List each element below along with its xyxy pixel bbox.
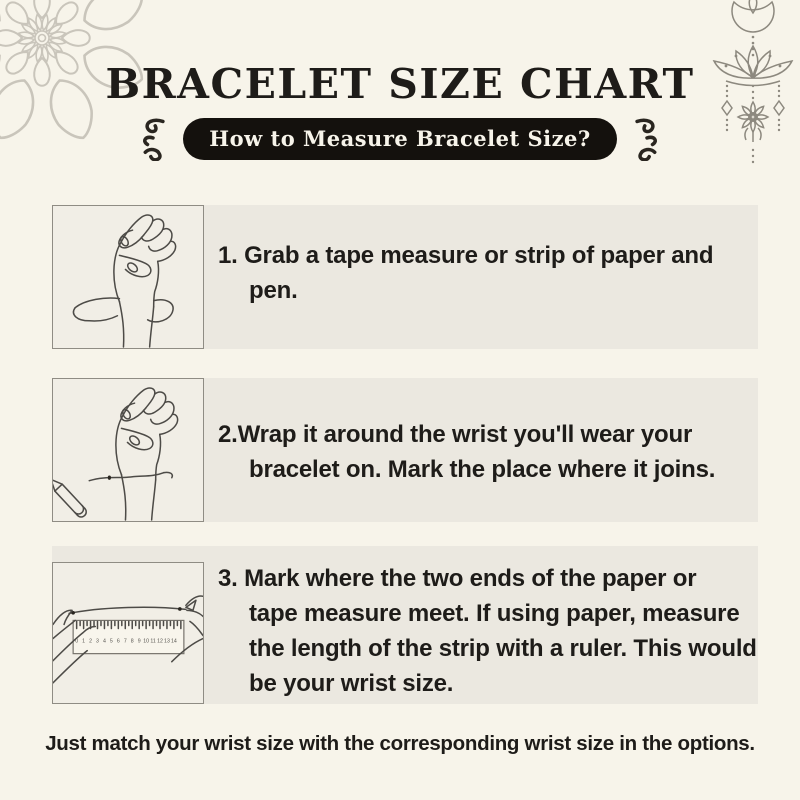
squiggle-flourish-icon — [630, 117, 664, 161]
svg-text:12: 12 — [157, 638, 163, 645]
step-3-illustration-box — [52, 562, 204, 704]
hands-string-ruler-icon — [53, 563, 203, 703]
svg-text:6: 6 — [116, 638, 120, 645]
footer-note: Just match your wrist size with the corresponding wrist size in the options. — [45, 732, 755, 755]
badge-row — [0, 116, 800, 162]
how-to-badge: How to Measure Bracelet Size? — [183, 118, 616, 160]
hand-with-string-loop-icon — [53, 206, 203, 348]
step-2-illustration-box — [52, 378, 204, 522]
step-1-illustration-box — [52, 205, 204, 349]
svg-text:9: 9 — [137, 638, 141, 645]
step-2-text: 2.Wrap it around the wrist you'll wear your bracelet on. Mark the place where it joins. — [218, 421, 716, 483]
svg-text:14: 14 — [170, 638, 177, 645]
svg-text:2: 2 — [89, 638, 93, 645]
step-1-text: 1. Grab a tape measure or strip of paper and pen. — [218, 242, 714, 304]
svg-text:7: 7 — [123, 638, 127, 645]
svg-text:3: 3 — [96, 638, 99, 645]
svg-text:10: 10 — [143, 638, 150, 645]
svg-text:8: 8 — [130, 638, 134, 645]
svg-text:11: 11 — [150, 638, 156, 645]
svg-text:13: 13 — [164, 638, 170, 645]
page-title: BRACELET SIZE CHART — [105, 60, 695, 108]
svg-text:1: 1 — [82, 638, 86, 645]
step-2-row — [52, 378, 758, 522]
svg-text:0: 0 — [75, 638, 79, 645]
svg-text:5: 5 — [109, 638, 113, 645]
svg-text:4: 4 — [102, 638, 106, 645]
step-3-row — [52, 546, 758, 704]
squiggle-flourish-icon — [136, 117, 170, 161]
hand-with-pen-marking-icon — [53, 379, 203, 521]
step-3-text: 3. Mark where the two ends of the paper or tape measure meet. If using paper, measure the length of the strip with a ruler. This would be your wrist size. — [218, 565, 757, 697]
step-1-row — [52, 205, 758, 349]
